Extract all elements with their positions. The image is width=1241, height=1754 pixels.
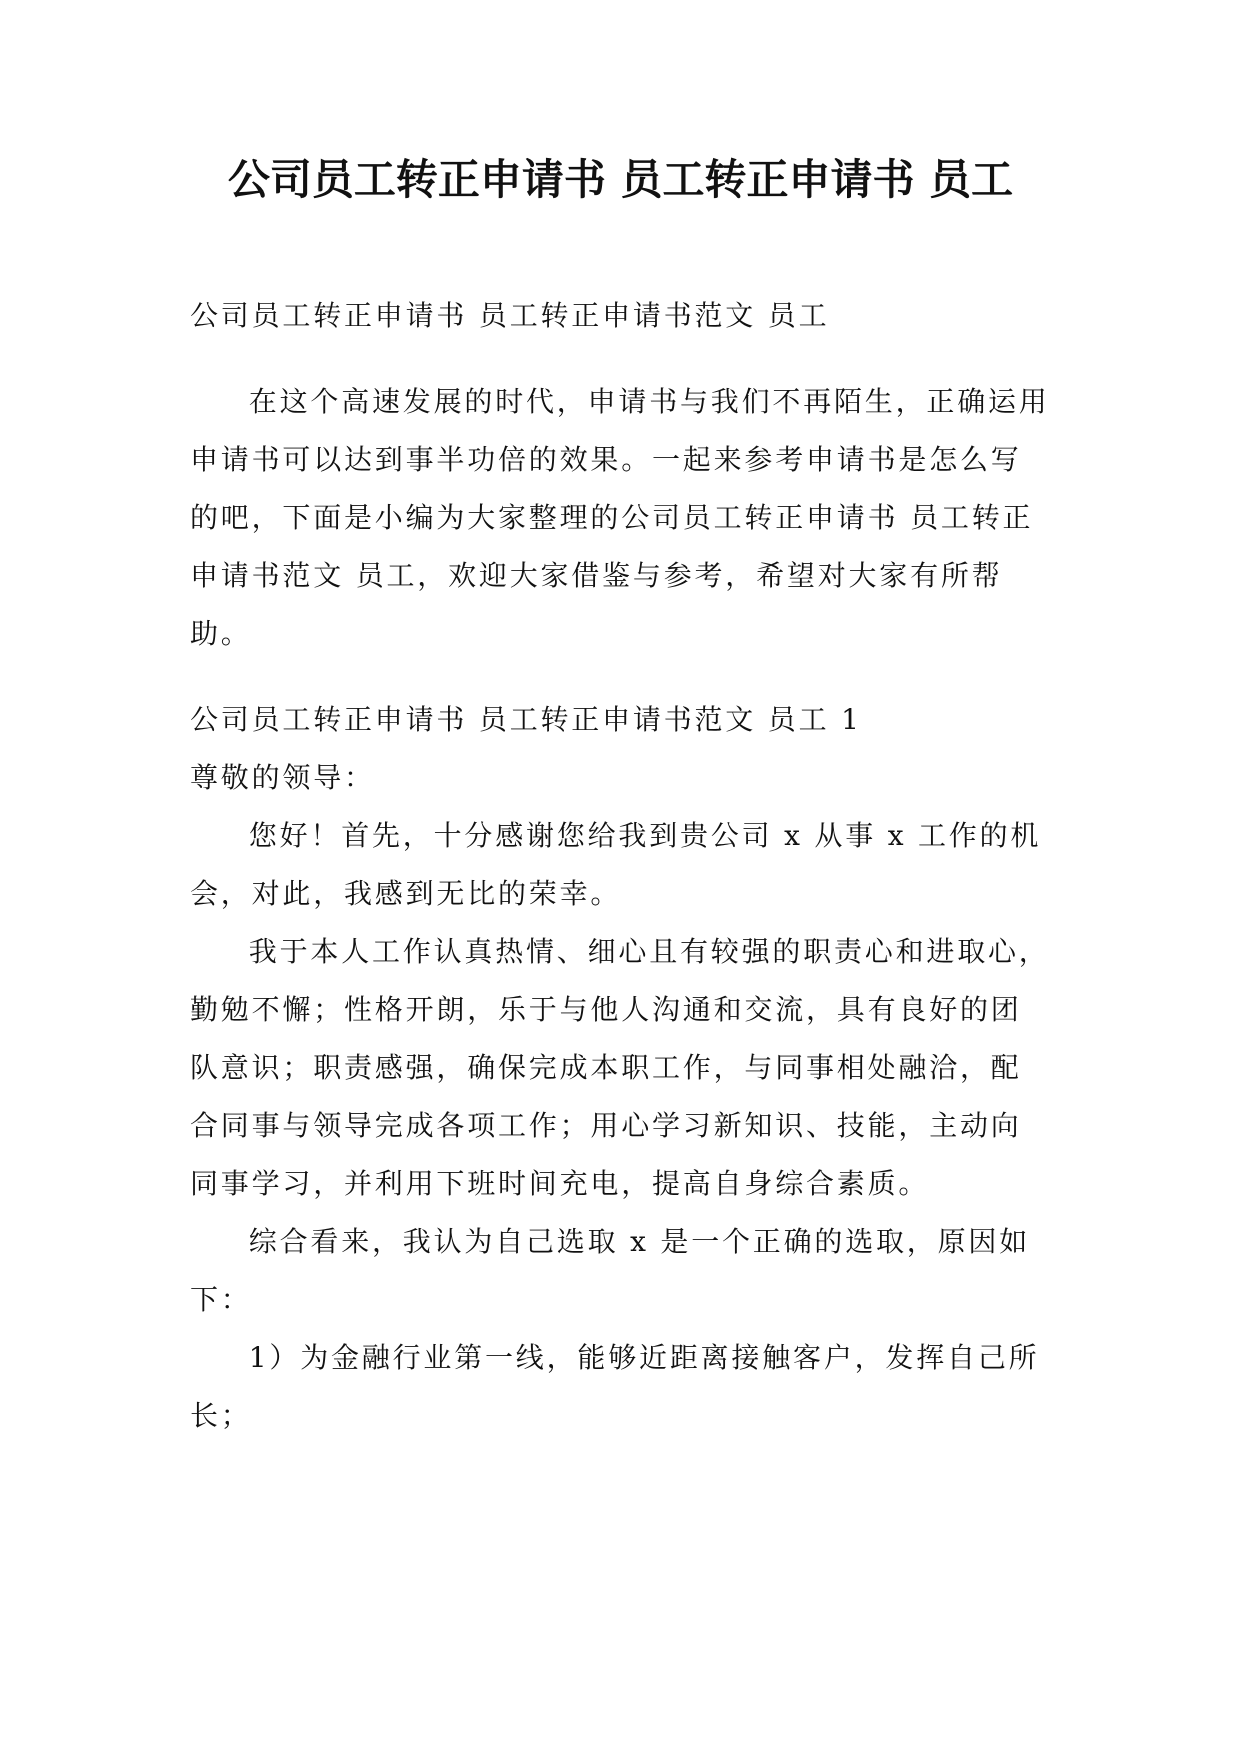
document-title: 公司员工转正申请书 员工转正申请书 员工: [227, 155, 1014, 204]
document-subtitle: 公司员工转正申请书 员工转正申请书范文 员工: [190, 299, 830, 332]
body-paragraph: 1）为金融行业第一线，能够近距离接触客户，发挥自己所长；: [190, 1341, 1040, 1432]
body-paragraph: 综合看来，我认为自己选取 x 是一个正确的选取，原因如下：: [190, 1225, 1030, 1316]
intro-paragraph: 在这个高速发展的时代，申请书与我们不再陌生，正确运用申请书可以达到事半功倍的效果。一起来参考申请书是怎么写的吧，下面是小编为大家整理的公司员工转正申请书 员工转正申请书范文 员工，欢迎大家借鉴与参考，希望对大家有所帮助。: [190, 385, 1050, 650]
salutation: 尊敬的领导：: [190, 761, 375, 794]
section-heading: 公司员工转正申请书 员工转正申请书范文 员工 1: [190, 703, 862, 736]
document-body: [190, 287, 1051, 1445]
body-paragraph: 我于本人工作认真热情、细心且有较强的职责心和进取心，勤勉不懈；性格开朗，乐于与他人沟通和交流，具有良好的团队意识；职责感强，确保完成本职工作，与同事相处融洽，配合同事与领导完成各项工作；用心学习新知识、技能，主动向同事学习，并利用下班时间充电，提高自身综合素质。: [190, 935, 1050, 1200]
body-paragraph: 您好！首先，十分感谢您给我到贵公司 x 从事 x 工作的机会，对此，我感到无比的荣幸。: [190, 819, 1042, 910]
